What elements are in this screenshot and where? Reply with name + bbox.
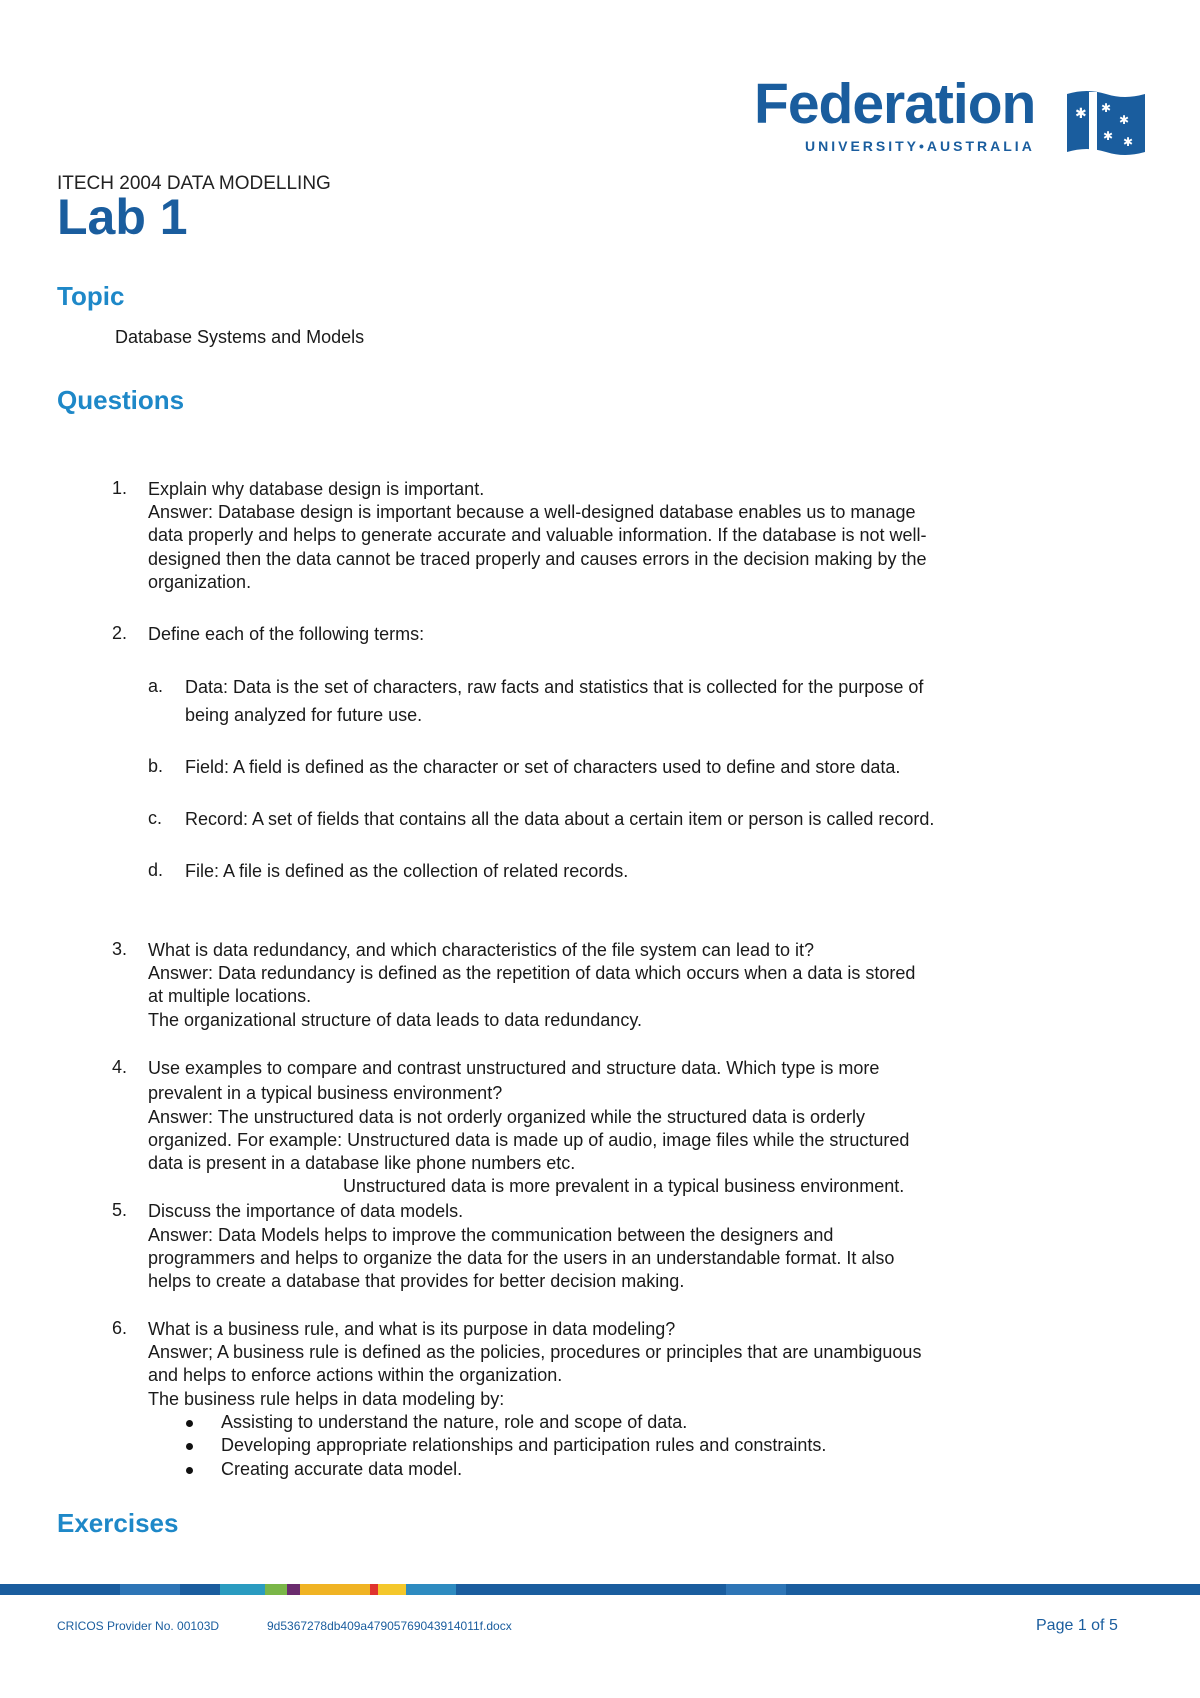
answer-1-line: data properly and helps to generate accurate and valuable information. If the database is not well- [148, 525, 927, 545]
svg-text:✱: ✱ [1075, 106, 1087, 122]
question-6-line: What is a business rule, and what is its purpose in data modeling? [148, 1319, 676, 1339]
bullet-item: Creating accurate data model. [221, 1459, 463, 1479]
exercises-heading: Exercises [57, 1508, 179, 1538]
question-5-line: Discuss the importance of data models. [148, 1201, 464, 1221]
question-2-text: Define each of the following terms: [148, 624, 425, 644]
stripe-segment [406, 1584, 456, 1595]
answer-4-line: data is present in a database like phone numbers etc. [148, 1153, 576, 1173]
question-4-line: Use examples to compare and contrast unstructured and structure data. Which type is more [148, 1058, 880, 1078]
stripe-segment [220, 1584, 265, 1595]
term-file-line: File: A file is defined as the collection of related records. [185, 861, 629, 881]
question-3-line: What is data redundancy, and which characteristics of the file system can lead to it? [148, 940, 814, 960]
question-4-line: prevalent in a typical business environment? [148, 1083, 503, 1103]
list-letter: b. [148, 756, 164, 776]
term-data-line: being analyzed for future use. [185, 705, 423, 725]
stripe-segment [0, 1584, 120, 1595]
question-number: 1. [112, 478, 128, 498]
answer-1-line: designed then the data cannot be traced properly and causes errors in the decision making by the [148, 549, 927, 569]
answer-4-line: organized. For example: Unstructured data is made up of audio, image files while the structured [148, 1130, 910, 1150]
question-1-line: Explain why database design is important. [148, 479, 485, 499]
svg-text:✱: ✱ [1103, 129, 1114, 143]
question-number: 2. [112, 623, 128, 643]
topic-text: Database Systems and Models [115, 327, 365, 347]
answer-1-line: Answer: Database design is important because a well-designed database enables us to manage [148, 502, 916, 522]
flag-logo-icon [1067, 88, 1145, 158]
logo-subtitle: UNIVERSITY•AUSTRALIA [805, 138, 1035, 154]
answer-6-line: and helps to enforce actions within the organization. [148, 1365, 563, 1385]
course-title: ITECH 2004 DATA MODELLING [57, 173, 331, 194]
questions-heading: Questions [57, 385, 185, 415]
answer-5-line: helps to create a database that provides for better decision making. [148, 1271, 685, 1291]
page-number: Page 1 of 5 [1036, 1617, 1118, 1634]
list-letter: a. [148, 676, 164, 696]
footer-stripe [0, 1584, 1200, 1595]
answer-4-line: Unstructured data is more prevalent in a typical business environment. [343, 1176, 905, 1196]
stripe-segment [726, 1584, 786, 1595]
bullet-item: Assisting to understand the nature, role and scope of data. [221, 1412, 688, 1432]
svg-text:✱: ✱ [1101, 101, 1112, 115]
answer-1-line: organization. [148, 572, 252, 592]
answer-5-line: programmers and helps to organize the data for the users in an understandable format. It also [148, 1248, 895, 1268]
stripe-segment [786, 1584, 1200, 1595]
bullet-icon [186, 1467, 193, 1474]
svg-text:✱: ✱ [1119, 113, 1130, 127]
stripe-segment [287, 1584, 300, 1595]
list-letter: c. [148, 808, 163, 828]
file-name: 9d5367278db409a47905769043914011f.docx [267, 1619, 512, 1633]
bullet-icon [186, 1443, 193, 1450]
stripe-segment [378, 1584, 406, 1595]
svg-text:✱: ✱ [1123, 135, 1134, 149]
question-number: 6. [112, 1318, 128, 1338]
question-number: 4. [112, 1057, 128, 1077]
page-title: Lab 1 [57, 189, 188, 245]
answer-6-line: Answer; A business rule is defined as the policies, procedures or principles that are unambiguous [148, 1342, 922, 1362]
cricos-text: CRICOS Provider No. 00103D [57, 1619, 220, 1633]
term-record-line: Record: A set of fields that contains all the data about a certain item or person is called record. [185, 809, 935, 829]
term-data-line: Data: Data is the set of characters, raw facts and statistics that is collected for the purpose of [185, 677, 924, 697]
question-number: 3. [112, 939, 128, 959]
stripe-segment [370, 1584, 378, 1595]
bullet-icon [186, 1420, 193, 1427]
answer-3-line: at multiple locations. [148, 986, 312, 1006]
answer-6-line: The business rule helps in data modeling by: [148, 1389, 505, 1409]
question-number: 5. [112, 1200, 128, 1220]
stripe-segment [456, 1584, 726, 1595]
answer-5-line: Answer: Data Models helps to improve the communication between the designers and [148, 1225, 834, 1245]
topic-heading: Topic [57, 281, 125, 311]
stripe-segment [120, 1584, 180, 1595]
bullet-item: Developing appropriate relationships and participation rules and constraints. [221, 1435, 827, 1455]
answer-4-line: Answer: The unstructured data is not orderly organized while the structured data is orderly [148, 1107, 866, 1127]
list-letter: d. [148, 860, 164, 880]
logo-wordmark: Federation [754, 72, 1036, 136]
stripe-segment [180, 1584, 220, 1595]
answer-3-line: The organizational structure of data leads to data redundancy. [148, 1010, 642, 1030]
stripe-segment [300, 1584, 370, 1595]
stripe-segment [265, 1584, 287, 1595]
answer-3-line: Answer: Data redundancy is defined as the repetition of data which occurs when a data is stored [148, 963, 916, 983]
term-field-line: Field: A field is defined as the character or set of characters used to define and store data. [185, 757, 901, 777]
